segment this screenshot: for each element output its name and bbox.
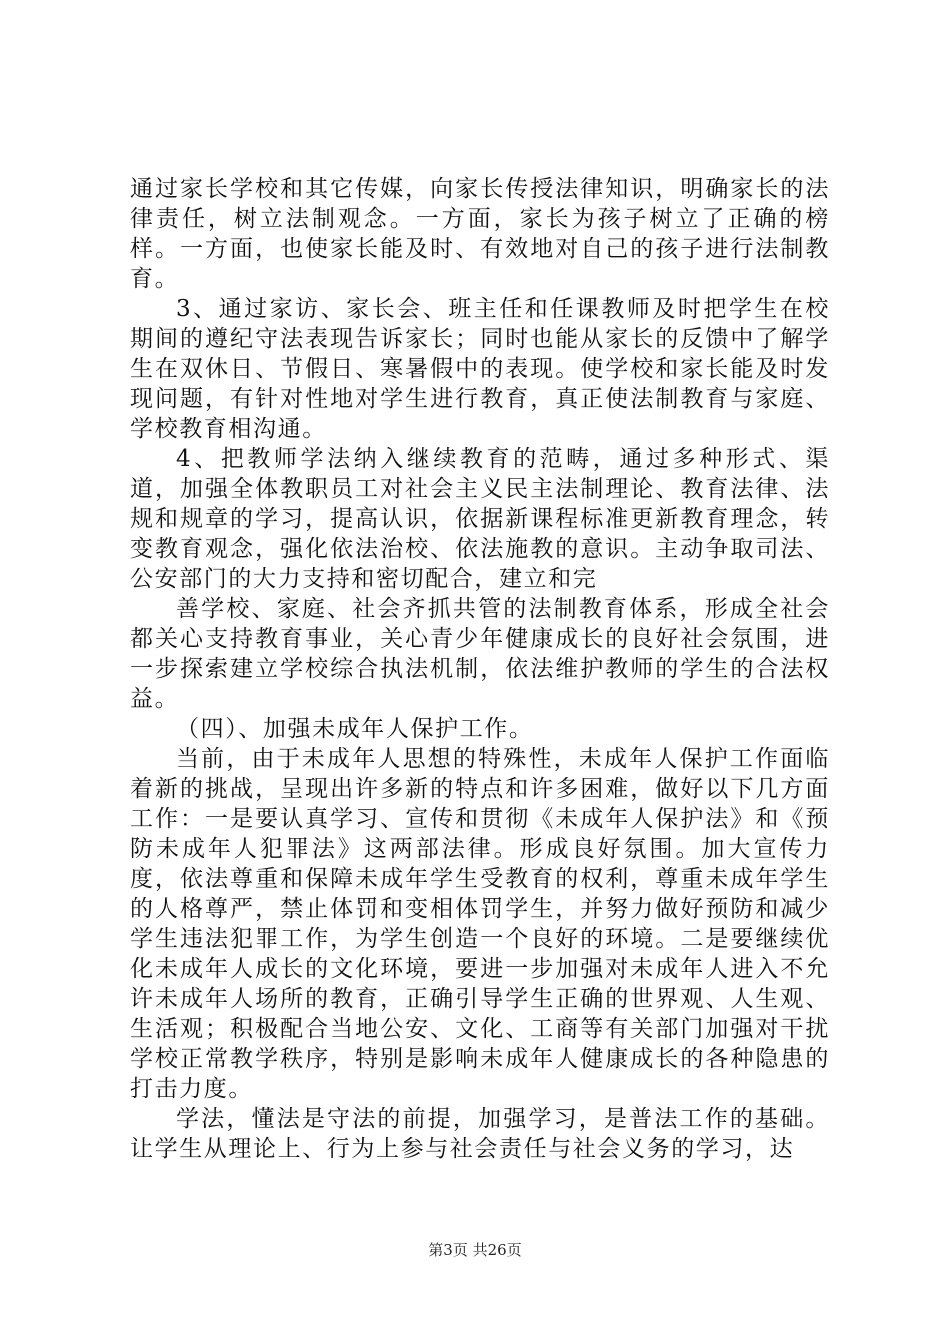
paragraph-learning-law: 学法，懂法是守法的前提，加强学习，是普法工作的基础。让学生从理论上、行为上参与社会责任与社会义务的学习，达 bbox=[130, 1106, 830, 1162]
section-heading-minor-protection: （四）、加强未成年人保护工作。 bbox=[176, 716, 534, 742]
paragraph-home-visits: 3、通过家访、家长会、班主任和任课教师及时把学生在校期间的遵纪守法表现告诉家长；同时也能从家长的反馈中了解学生在双休日、节假日、寒暑假中的表现。使学校和家长能及时发现问题，有针对性地对学生进行教育，真正使法制教育与家庭、学校教育相沟通。 bbox=[130, 296, 830, 442]
paragraph-teacher-law-study: 4、把教师学法纳入继续教育的范畴，通过多种形式、渠道，加强全体教职员工对社会主义民主法制理论、教育法律、法规和规章的学习，提高认识，依据新课程标准更新教育理念，转变教育观念，强化依法治校、依法施教的意识。主动争取司法、公安部门的大力支持和密切配合，建立和完 bbox=[130, 446, 830, 592]
page-number-label: 第3页 共26页 bbox=[428, 1241, 522, 1259]
page-footer bbox=[0, 1240, 950, 1260]
paragraph-parent-school: 通过家长学校和其它传媒，向家长传授法律知识，明确家长的法律责任，树立法制观念。一方面，家长为孩子树立了正确的榜样。一方面，也使家长能及时、有效地对自己的孩子进行法制教育。 bbox=[130, 176, 830, 292]
document-body bbox=[130, 174, 830, 1164]
paragraph-education-system: 善学校、家庭、社会齐抓共管的法制教育体系，形成全社会都关心支持教育事业，关心青少年健康成长的良好社会氛围，进一步探索建立学校综合执法机制，依法维护教师的学生的合法权益。 bbox=[130, 596, 830, 712]
paragraph-minor-protection: 当前，由于未成年人思想的特殊性，未成年人保护工作面临着新的挑战，呈现出许多新的特点和许多困难，做好以下几方面工作：一是要认真学习、宣传和贯彻《未成年人保护法》和《预防未成年人犯罪法》这两部法律。形成良好氛围。加大宣传力度，依法尊重和保障未成年学生受教育的权利，尊重未成年学生的人格尊严，禁止体罚和变相体罚学生，并努力做好预防和减少学生违法犯罪工作，为学生创造一个良好的环境。二是要继续优化未成年人成长的文化环境，要进一步加强对未成年人进入不允许未成年人场所的教育，正确引导学生正确的世界观、人生观、生活观；积极配合当地公安、文化、工商等有关部门加强对干扰学校正常教学秩序，特别是影响未成年人健康成长的各种隐患的打击力度。 bbox=[130, 746, 830, 1102]
